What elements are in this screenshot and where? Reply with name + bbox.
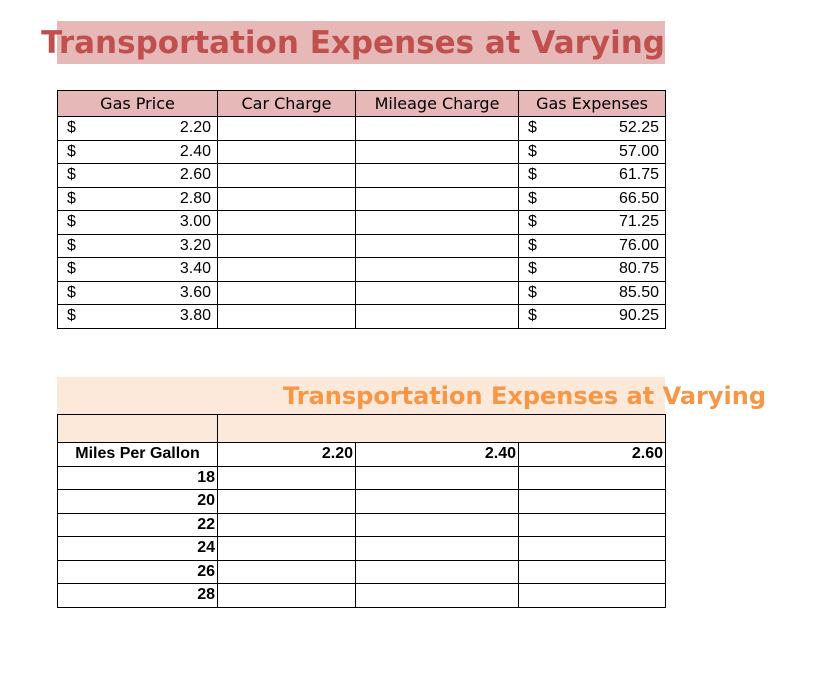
gas-price-cell[interactable] <box>58 211 218 235</box>
gas-price-cell[interactable] <box>58 305 218 329</box>
expense-cell[interactable] <box>519 537 666 561</box>
gas-expenses-value: 80.75 <box>618 260 659 277</box>
currency-symbol: $ <box>528 142 537 160</box>
gas-price-cell[interactable] <box>58 140 218 164</box>
mileage-charge-cell[interactable] <box>356 258 519 282</box>
title-band-1 <box>41 21 665 64</box>
mpg-cell[interactable]: 26 <box>58 560 218 584</box>
car-charge-cell[interactable] <box>218 258 356 282</box>
currency-symbol: $ <box>528 189 537 207</box>
gas-expenses-value: 66.50 <box>618 189 659 207</box>
car-charge-cell[interactable] <box>218 187 356 211</box>
car-charge-cell[interactable] <box>218 140 356 164</box>
sheet-title-2: Transportation Expenses at Varying <box>283 382 767 410</box>
expense-cell[interactable] <box>519 490 666 514</box>
mpg-cell[interactable]: 18 <box>58 466 218 490</box>
gas-price-table-body <box>58 117 666 329</box>
gas-price-cell[interactable] <box>58 164 218 188</box>
gas-price-value: 2.80 <box>179 189 211 207</box>
car-charge-cell[interactable] <box>218 281 356 305</box>
gas-expenses-cell[interactable] <box>519 234 666 258</box>
currency-symbol: $ <box>528 166 537 183</box>
expense-cell[interactable] <box>218 537 356 561</box>
table-row <box>58 164 666 188</box>
table-row <box>58 140 666 164</box>
gas-price-value: 2.20 <box>179 119 211 136</box>
band-cell[interactable] <box>58 415 218 443</box>
currency-symbol: $ <box>528 307 537 324</box>
gas-expenses-value: 52.25 <box>618 119 659 136</box>
header-price-3[interactable]: 2.60 <box>519 443 666 467</box>
header-gas-price[interactable]: Gas Price <box>58 91 218 117</box>
mileage-charge-cell[interactable] <box>356 140 519 164</box>
gas-expenses-cell[interactable] <box>519 140 666 164</box>
header-car-charge[interactable]: Car Charge <box>218 91 356 117</box>
gas-expenses-cell[interactable] <box>519 281 666 305</box>
gas-price-value: 2.40 <box>179 142 211 160</box>
car-charge-cell[interactable] <box>218 164 356 188</box>
expense-cell[interactable] <box>356 584 519 608</box>
gas-expenses-cell[interactable] <box>519 305 666 329</box>
gas-price-cell[interactable] <box>58 281 218 305</box>
gas-expenses-cell[interactable] <box>519 187 666 211</box>
gas-expenses-cell[interactable] <box>519 117 666 141</box>
mileage-charge-cell[interactable] <box>356 164 519 188</box>
gas-price-value: 3.00 <box>179 213 211 230</box>
mpg-cell[interactable]: 24 <box>58 537 218 561</box>
gas-price-cell[interactable] <box>58 234 218 258</box>
gas-price-value: 3.20 <box>179 236 211 254</box>
gas-price-value: 3.60 <box>179 283 211 301</box>
gas-expenses-cell[interactable] <box>519 164 666 188</box>
currency-symbol: $ <box>67 213 76 230</box>
gas-expenses-value: 71.25 <box>618 213 659 230</box>
table-row <box>58 234 666 258</box>
table-row <box>58 258 666 282</box>
table-row <box>58 211 666 235</box>
sheet-title-1: Transportation Expenses at Varying <box>41 25 665 61</box>
expense-cell[interactable] <box>356 490 519 514</box>
table-row <box>58 537 666 561</box>
table-row <box>58 281 666 305</box>
table-row <box>58 187 666 211</box>
expense-cell[interactable] <box>519 466 666 490</box>
expense-cell[interactable] <box>218 490 356 514</box>
header-price-2[interactable]: 2.40 <box>356 443 519 467</box>
title-band-2 <box>57 377 767 414</box>
currency-symbol: $ <box>67 283 76 301</box>
header-mileage-charge[interactable]: Mileage Charge <box>356 91 519 117</box>
gas-price-cell[interactable] <box>58 117 218 141</box>
header-miles-per-gallon[interactable]: Miles Per Gallon <box>58 443 218 467</box>
mpg-table-band-row <box>58 415 666 443</box>
currency-symbol: $ <box>528 236 537 254</box>
expense-cell[interactable] <box>356 537 519 561</box>
currency-symbol: $ <box>67 236 76 254</box>
expense-cell[interactable] <box>218 513 356 537</box>
currency-symbol: $ <box>67 166 76 183</box>
currency-symbol: $ <box>67 142 76 160</box>
gas-expenses-cell[interactable] <box>519 258 666 282</box>
expense-cell[interactable] <box>519 584 666 608</box>
table-row <box>58 584 666 608</box>
expense-cell[interactable] <box>218 560 356 584</box>
gas-expenses-value: 57.00 <box>618 142 659 160</box>
table-row <box>58 490 666 514</box>
expense-cell[interactable] <box>519 560 666 584</box>
gas-price-value: 3.40 <box>179 260 211 277</box>
car-charge-cell[interactable] <box>218 211 356 235</box>
gas-price-cell[interactable] <box>58 258 218 282</box>
expense-cell[interactable] <box>218 584 356 608</box>
mileage-charge-cell[interactable] <box>356 305 519 329</box>
currency-symbol: $ <box>67 119 76 136</box>
table-row <box>58 305 666 329</box>
gas-expenses-value: 85.50 <box>618 283 659 301</box>
gas-expenses-value: 61.75 <box>618 166 659 183</box>
gas-price-table <box>57 90 666 329</box>
mileage-charge-cell[interactable] <box>356 234 519 258</box>
expense-cell[interactable] <box>356 560 519 584</box>
gas-price-value: 2.60 <box>179 166 211 183</box>
currency-symbol: $ <box>67 307 76 324</box>
header-price-1[interactable]: 2.20 <box>218 443 356 467</box>
car-charge-cell[interactable] <box>218 234 356 258</box>
currency-symbol: $ <box>67 260 76 277</box>
currency-symbol: $ <box>528 260 537 277</box>
expense-cell[interactable] <box>356 466 519 490</box>
currency-symbol: $ <box>528 119 537 136</box>
mpg-table <box>57 414 666 608</box>
car-charge-cell[interactable] <box>218 117 356 141</box>
mpg-cell[interactable]: 22 <box>58 513 218 537</box>
car-charge-cell[interactable] <box>218 305 356 329</box>
expense-cell[interactable] <box>356 513 519 537</box>
table-row <box>58 117 666 141</box>
mileage-charge-cell[interactable] <box>356 187 519 211</box>
gas-price-cell[interactable] <box>58 187 218 211</box>
band-cell-merged[interactable] <box>218 415 666 443</box>
table-row <box>58 466 666 490</box>
table-row <box>58 560 666 584</box>
mpg-cell[interactable]: 28 <box>58 584 218 608</box>
mileage-charge-cell[interactable] <box>356 117 519 141</box>
gas-price-value: 3.80 <box>179 307 211 324</box>
expense-cell[interactable] <box>218 466 356 490</box>
mpg-column-header-row <box>58 443 666 467</box>
currency-symbol: $ <box>528 213 537 230</box>
currency-symbol: $ <box>528 283 537 301</box>
mileage-charge-cell[interactable] <box>356 281 519 305</box>
mpg-cell[interactable]: 20 <box>58 490 218 514</box>
header-gas-expenses[interactable]: Gas Expenses <box>519 91 666 117</box>
currency-symbol: $ <box>67 189 76 207</box>
gas-expenses-value: 76.00 <box>618 236 659 254</box>
gas-expenses-cell[interactable] <box>519 211 666 235</box>
mileage-charge-cell[interactable] <box>356 211 519 235</box>
table-header-row <box>58 91 666 117</box>
expense-cell[interactable] <box>519 513 666 537</box>
table-row <box>58 513 666 537</box>
gas-expenses-value: 90.25 <box>618 307 659 324</box>
mpg-table-body <box>58 466 666 607</box>
